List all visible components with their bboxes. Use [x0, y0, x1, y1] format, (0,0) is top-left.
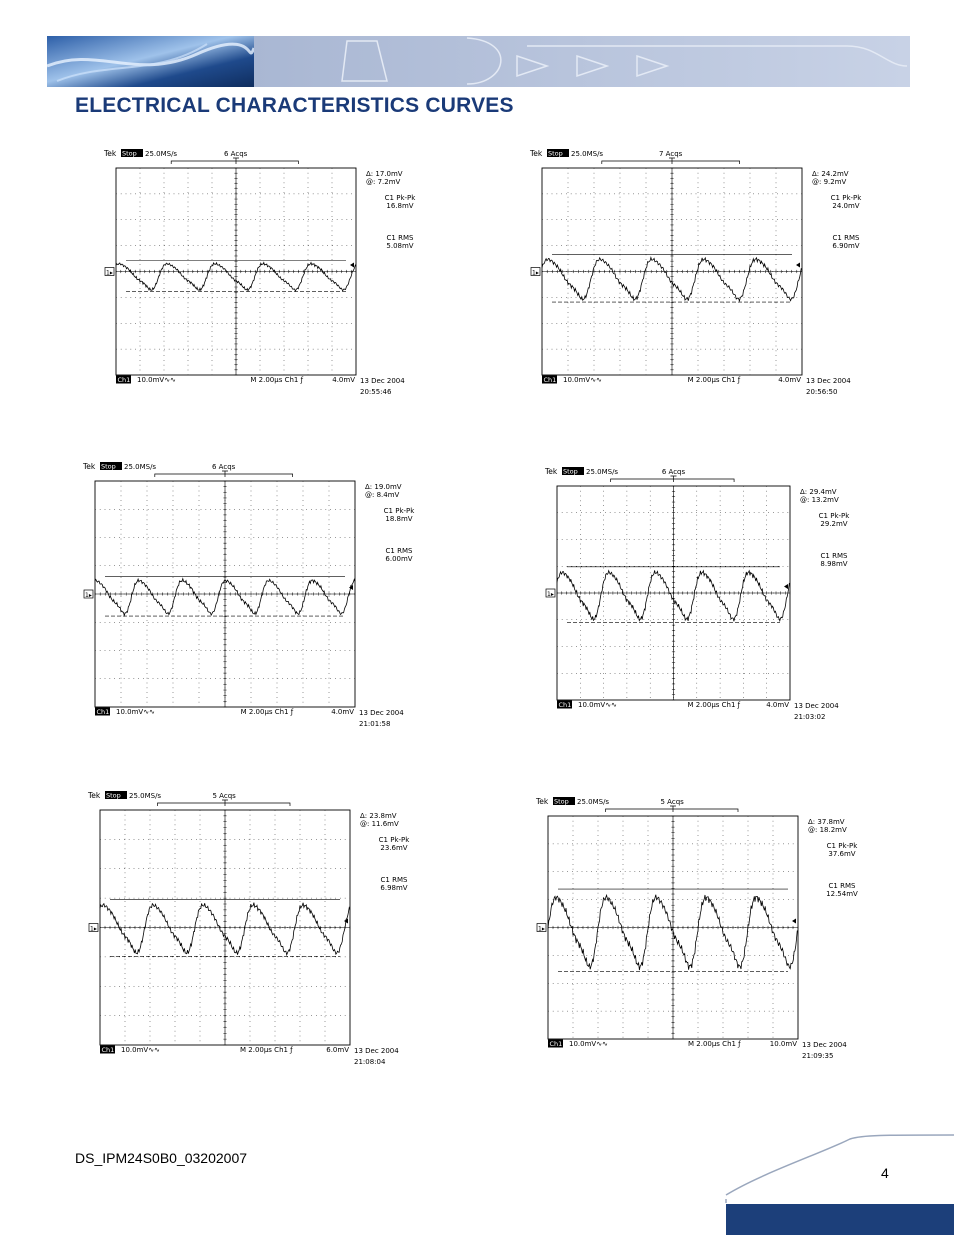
channel-marker-label: 1▸: [547, 590, 554, 598]
timebase-label: M 2.00µs Ch1 ƒ: [240, 708, 294, 716]
capture-time: 20:56:50: [806, 388, 838, 396]
sample-rate-label: 25.0MS/s: [145, 150, 178, 158]
channel-marker-label: 1▸: [85, 591, 92, 599]
vertical-scale-label: 10.0mV∿∿: [116, 708, 155, 716]
scope-graphic: [526, 146, 862, 398]
rms-value: 6.98mV: [380, 884, 408, 892]
capture-date: 13 Dec 2004: [802, 1041, 847, 1049]
pkpk-value: 18.8mV: [385, 515, 413, 523]
scope-capture-2: [526, 146, 862, 398]
capture-time: 20:55:46: [360, 388, 392, 396]
cursor-at-readout: @: 11.6mV: [360, 820, 399, 828]
scope-capture-6: [533, 793, 873, 1068]
channel-marker-label: 1▸: [538, 925, 545, 933]
channel-label: Ch1: [101, 1046, 115, 1054]
rms-label: C1 RMS: [380, 876, 408, 884]
page-title: ELECTRICAL CHARACTERISTICS CURVES: [75, 94, 514, 117]
footer-bar: [726, 1204, 954, 1235]
capture-date: 13 Dec 2004: [359, 709, 404, 717]
capture-time: 21:08:04: [354, 1058, 386, 1066]
rms-value: 6.00mV: [385, 555, 413, 563]
scope-capture-1: [100, 146, 420, 398]
scope-graphic: [533, 793, 873, 1068]
scope-capture-5: [84, 787, 434, 1069]
sample-rate-label: 25.0MS/s: [586, 468, 619, 476]
pkpk-label: C1 Pk-Pk: [383, 507, 415, 515]
record-bracket: [611, 479, 734, 482]
timebase-label: M 2.00µs Ch1 ƒ: [240, 1046, 293, 1054]
timebase-label: M 2.00µs Ch1 ƒ: [687, 376, 741, 384]
header-banner: [47, 36, 910, 87]
pkpk-label: C1 Pk-Pk: [384, 194, 416, 202]
banner-graphic: [47, 36, 910, 87]
record-bracket: [602, 161, 740, 164]
brand-label: Tek: [83, 462, 96, 471]
vertical-scale-label: 10.0mV∿∿: [569, 1040, 608, 1048]
channel-marker-label: 1▸: [532, 269, 539, 277]
cursor-delta-readout: Δ: 37.8mV: [808, 818, 845, 826]
sample-rate-label: 25.0MS/s: [571, 150, 604, 158]
vertical-scale-label: 10.0mV∿∿: [578, 701, 617, 709]
brand-label: Tek: [104, 149, 117, 158]
record-bracket: [155, 474, 293, 477]
cursor-delta-readout: Δ: 23.8mV: [360, 812, 397, 820]
status-label: Stop: [106, 791, 121, 800]
sample-rate-label: 25.0MS/s: [124, 463, 157, 471]
pkpk-value: 16.8mV: [386, 202, 414, 210]
capture-time: 21:09:35: [802, 1052, 834, 1060]
rms-value: 5.08mV: [386, 242, 414, 250]
status-label: Stop: [101, 462, 116, 471]
rms-value: 6.90mV: [832, 242, 860, 250]
scope-capture-3: [79, 458, 429, 733]
channel-label: Ch1: [96, 708, 110, 716]
capture-date: 13 Dec 2004: [360, 377, 405, 385]
brand-label: Tek: [530, 149, 543, 158]
sample-rate-label: 25.0MS/s: [129, 792, 162, 800]
rms-label: C1 RMS: [832, 234, 860, 242]
trigger-level-label: 4.0mV: [331, 708, 354, 716]
scope-graphic: [79, 458, 429, 733]
record-bracket: [606, 809, 739, 812]
brand-label: Tek: [545, 467, 558, 476]
cursor-at-readout: @: 13.2mV: [800, 496, 839, 504]
pkpk-label: C1 Pk-Pk: [826, 842, 858, 850]
acquisitions-label: 6 Acqs: [661, 468, 686, 476]
vertical-scale-label: 10.0mV∿∿: [137, 376, 176, 384]
acquisitions-label: 6 Acqs: [212, 463, 236, 471]
capture-time: 21:03:02: [794, 713, 826, 721]
pkpk-value: 29.2mV: [820, 520, 848, 528]
record-bracket: [158, 803, 291, 806]
channel-label: Ch1: [558, 701, 572, 709]
acquisitions-label: 7 Acqs: [659, 150, 683, 158]
pkpk-value: 37.6mV: [828, 850, 856, 858]
acquisitions-label: 6 Acqs: [224, 150, 248, 158]
scope-graphic: [100, 146, 420, 398]
scope-graphic: [543, 464, 863, 726]
pkpk-label: C1 Pk-Pk: [830, 194, 862, 202]
capture-date: 13 Dec 2004: [794, 702, 839, 710]
cursor-delta-readout: Δ: 29.4mV: [800, 488, 837, 496]
status-label: Stop: [563, 467, 578, 476]
rms-label: C1 RMS: [385, 547, 413, 555]
status-label: Stop: [548, 149, 563, 158]
pkpk-value: 24.0mV: [832, 202, 860, 210]
cursor-delta-readout: Δ: 19.0mV: [365, 483, 402, 491]
channel-label: Ch1: [549, 1040, 563, 1048]
channel-label: Ch1: [543, 376, 557, 384]
rms-value: 8.98mV: [820, 560, 848, 568]
capture-date: 13 Dec 2004: [806, 377, 851, 385]
rms-value: 12.54mV: [826, 890, 858, 898]
rms-label: C1 RMS: [386, 234, 414, 242]
trigger-level-label: 6.0mV: [326, 1046, 349, 1054]
status-label: Stop: [122, 149, 137, 158]
cursor-at-readout: @: 7.2mV: [366, 178, 401, 186]
brand-label: Tek: [88, 791, 101, 800]
rms-label: C1 RMS: [820, 552, 848, 560]
timebase-label: M 2.00µs Ch1 ƒ: [687, 701, 741, 709]
rms-label: C1 RMS: [828, 882, 856, 890]
footer-decoration: [722, 1133, 954, 1235]
document-code: DS_IPM24S0B0_03202007: [75, 1150, 248, 1166]
capture-time: 21:01:58: [359, 720, 391, 728]
timebase-label: M 2.00µs Ch1 ƒ: [688, 1040, 741, 1048]
vertical-scale-label: 10.0mV∿∿: [563, 376, 602, 384]
status-label: Stop: [554, 797, 569, 806]
trigger-level-label: 4.0mV: [332, 376, 355, 384]
record-bracket: [171, 161, 298, 164]
page-number: 4: [881, 1165, 889, 1181]
sample-rate-label: 25.0MS/s: [577, 798, 610, 806]
pkpk-value: 23.6mV: [380, 844, 408, 852]
capture-date: 13 Dec 2004: [354, 1047, 399, 1055]
channel-label: Ch1: [117, 376, 131, 384]
channel-marker-label: 1▸: [90, 925, 97, 933]
trigger-level-label: 4.0mV: [766, 701, 789, 709]
cursor-at-readout: @: 9.2mV: [812, 178, 847, 186]
acquisitions-label: 5 Acqs: [660, 798, 684, 806]
scope-capture-4: [543, 464, 863, 726]
trigger-level-label: 10.0mV: [769, 1040, 797, 1048]
acquisitions-label: 5 Acqs: [212, 792, 236, 800]
cursor-at-readout: @: 18.2mV: [808, 826, 847, 834]
cursor-at-readout: @: 8.4mV: [365, 491, 400, 499]
channel-marker-label: 1▸: [106, 269, 113, 277]
cursor-delta-readout: Δ: 17.0mV: [366, 170, 403, 178]
brand-label: Tek: [536, 797, 549, 806]
pkpk-label: C1 Pk-Pk: [818, 512, 850, 520]
pkpk-label: C1 Pk-Pk: [378, 836, 410, 844]
timebase-label: M 2.00µs Ch1 ƒ: [250, 376, 304, 384]
cursor-delta-readout: Δ: 24.2mV: [812, 170, 849, 178]
trigger-level-label: 4.0mV: [778, 376, 801, 384]
vertical-scale-label: 10.0mV∿∿: [121, 1046, 160, 1054]
scope-graphic: [84, 787, 434, 1069]
